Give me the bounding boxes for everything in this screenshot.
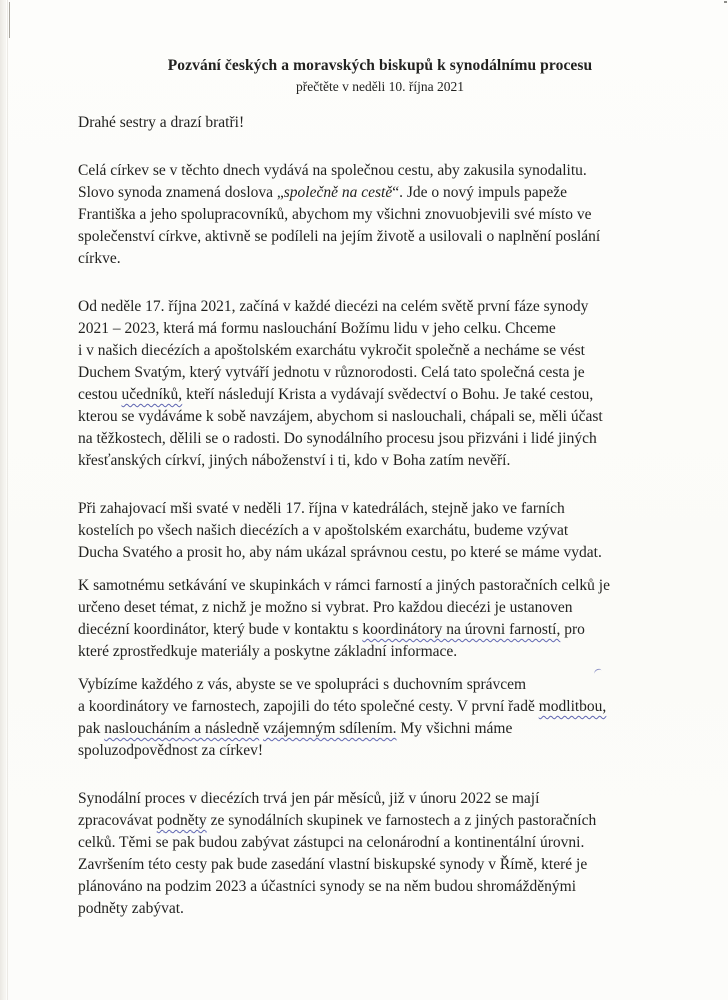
scan-edge-artifact (0, 0, 6, 1000)
text-segment: a koordinátory ve farnostech, zapojili do této společné cesty. V první řadě (78, 698, 539, 715)
text-line (78, 696, 682, 718)
paragraph (78, 498, 682, 564)
text-line (78, 226, 682, 248)
text-line (78, 718, 682, 740)
document-title: Pozvání českých a moravských biskupů k synodálnímu procesu (167, 57, 593, 74)
text-line (78, 498, 682, 520)
text-segment: zpracovávat (78, 812, 157, 829)
text-line (78, 520, 682, 542)
text-segment: i v našich diecézích a apoštolském exarchátu vykročit společně a necháme se vést (78, 342, 585, 359)
paragraph (78, 160, 682, 270)
text-segment: Františka a jeho spolupracovníků, abychom my všichni znovuobjevili své místo ve (78, 206, 592, 223)
text-segment: Synodální proces v diecézích trvá jen pár měsíců, již v únoru 2022 se mají (78, 790, 540, 807)
paragraph (78, 296, 682, 472)
text-line (78, 740, 682, 762)
text-segment: Při zahajovací mši svaté v neděli 17. října v katedrálách, stejně jako ve farních (78, 500, 565, 517)
text-segment: Od neděle 17. října 2021, začíná v každé diecézi na celém světě první fáze synody (78, 298, 589, 315)
text-line (78, 318, 682, 340)
text-line (78, 296, 682, 318)
text-line (78, 340, 682, 362)
text-line (78, 788, 682, 810)
text-line (78, 854, 682, 876)
pen-underlined-text: modlitbou, (538, 698, 607, 715)
pen-underlined-text: koordinátory na úrovni farností, (362, 621, 561, 638)
text-segment: diecézní koordinátor, který bude v kontaktu s (78, 621, 363, 638)
salutation: Drahé sestry a drazí bratři! (78, 114, 245, 131)
text-segment: na těžkostech, dělili se o radosti. Do synodálního procesu jsou přizváni i lidé jiných (78, 430, 597, 447)
document-body (78, 160, 682, 920)
text-line (78, 810, 682, 832)
document-content (78, 56, 682, 920)
text-segment: kterou se vydáváme k sobě navzájem, abychom si naslouchali, chápali se, měli účast (78, 408, 603, 425)
text-segment: Slovo synoda znamená doslova „ (78, 184, 284, 201)
text-line (78, 898, 682, 920)
text-segment: plánováno na podzim 2023 a účastníci synody se na něm budou shromážděnými (78, 878, 577, 895)
text-segment: Duchem Svatým, který vytváří jednotu v různorodosti. Celá tato společná cesta je (78, 364, 585, 381)
pen-underlined-text: podněty (156, 812, 207, 829)
text-segment: které zprostředkuje materiály a poskytne základní informace. (78, 643, 458, 660)
text-segment: církve. (78, 250, 121, 267)
text-line (78, 450, 682, 472)
text-segment: My všichni máme (396, 720, 513, 737)
text-segment: spoluzodpovědnost za církev! (78, 742, 264, 759)
scan-speck-artifact (724, 1, 727, 3)
text-segment: pak (78, 720, 105, 737)
text-segment: K samotnému setkávání ve skupinkách v rámci farností a jiných pastoračních celků je (78, 577, 610, 594)
text-segment: Vybízíme každého z vás, abyste se ve spolupráci s duchovním správcem (78, 676, 527, 693)
text-segment: podněty zabývat. (78, 900, 184, 917)
text-segment: “. Jde o nový impuls papeže (392, 184, 567, 201)
text-segment: pro (560, 621, 585, 638)
text-line (78, 832, 682, 854)
text-segment: kostelích po všech našich diecézích a v apoštolském exarchátu, budeme vzývat (78, 522, 569, 539)
text-line (78, 160, 682, 182)
text-line (78, 406, 682, 428)
scan-edge-line-artifact (7, 0, 8, 1000)
text-segment: kteří následují Krista a vydávají svědectví o Bohu. Je také cestou, (182, 386, 594, 403)
text-line (78, 674, 682, 696)
pen-underlined-text: vzájemným sdílením. (263, 720, 397, 737)
text-segment: určeno deset témat, z nichž je možno si vybrat. Pro každou diecézi je ustanoven (78, 599, 573, 616)
text-segment: Završením této cesty pak bude zasedání vlastní biskupské synody v Římě, které je (78, 856, 588, 873)
text-line (78, 597, 682, 619)
text-segment: křesťanských církví, jiných náboženství i ti, kdo v Boha zatím nevěří. (78, 452, 511, 469)
text-line (78, 542, 682, 564)
paragraph (78, 674, 682, 762)
paragraph (78, 788, 682, 920)
text-line (78, 182, 682, 204)
document-subtitle: přečtěte v neděli 10. října 2021 (296, 79, 464, 94)
text-segment: celků. Těmi se pak budou zabývat zástupci na celonárodní a kontinentální úrovni. (78, 834, 585, 851)
text-segment: Ducha Svatého a prosit ho, aby nám ukázal správnou cestu, po které se máme vydat. (78, 544, 602, 561)
text-line (78, 248, 682, 270)
text-segment: cestou (78, 386, 122, 403)
text-segment: Celá církev se v těchto dnech vydává na společnou cestu, aby zakusila synodalitu. (78, 162, 587, 179)
text-line (78, 204, 682, 226)
paragraph (78, 575, 682, 663)
text-line (78, 384, 682, 406)
pen-underlined-text: učedníků, (121, 386, 183, 403)
pen-underlined-text: nasloucháním a následně (104, 720, 260, 737)
scan-crease-artifact (9, 2, 10, 38)
text-line (78, 575, 682, 597)
text-line (78, 641, 682, 663)
text-line (78, 362, 682, 384)
text-line (78, 428, 682, 450)
text-segment: 2021 – 2023, která má formu naslouchání Božímu lidu v jeho celku. Chceme (78, 320, 556, 337)
italic-text: společně na cestě (283, 184, 393, 201)
text-segment: ze synodálních skupinek ve farnostech a z jiných pastoračních (206, 812, 597, 829)
text-line (78, 619, 682, 641)
text-segment: společenství církve, aktivně se podíleli na jejím životě a usilovali o naplnění poslání (78, 228, 601, 245)
text-line (78, 876, 682, 898)
